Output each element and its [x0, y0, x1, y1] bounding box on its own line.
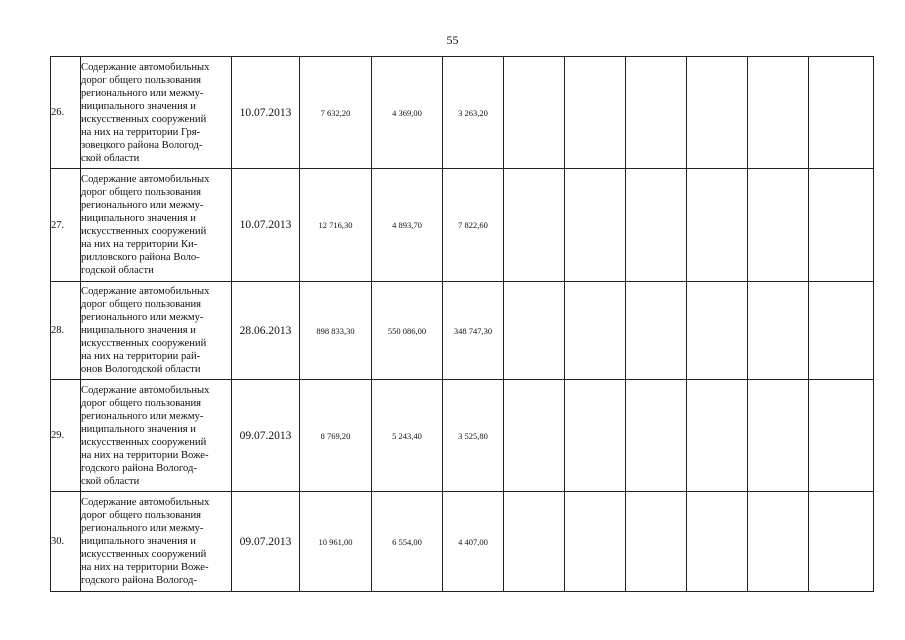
- row-total: 10 961,00: [300, 492, 372, 592]
- row-part2: 4 407,00: [443, 492, 504, 592]
- empty-cell: [748, 169, 809, 282]
- empty-cell: [504, 282, 565, 380]
- empty-cell: [748, 57, 809, 169]
- row-total: 898 833,30: [300, 282, 372, 380]
- empty-cell: [565, 380, 626, 492]
- empty-cell: [687, 380, 748, 492]
- row-date: 09.07.2013: [232, 492, 300, 592]
- row-number: 29.: [51, 380, 81, 492]
- empty-cell: [504, 57, 565, 169]
- row-number: 30.: [51, 492, 81, 592]
- page-number: 55: [446, 33, 459, 47]
- row-part2: 3 263,20: [443, 57, 504, 169]
- empty-cell: [687, 492, 748, 592]
- empty-cell: [565, 492, 626, 592]
- table-row: [51, 282, 874, 380]
- table-row: [51, 380, 874, 492]
- empty-cell: [504, 169, 565, 282]
- empty-cell: [504, 380, 565, 492]
- empty-cell: [565, 282, 626, 380]
- empty-cell: [809, 380, 874, 492]
- table-row: [51, 492, 874, 592]
- row-part2: 348 747,30: [443, 282, 504, 380]
- empty-cell: [748, 380, 809, 492]
- empty-cell: [687, 57, 748, 169]
- row-number: 28.: [51, 282, 81, 380]
- empty-cell: [687, 282, 748, 380]
- empty-cell: [626, 282, 687, 380]
- row-number: 27.: [51, 169, 81, 282]
- row-description: Содержание автомобильных дорог общего пользования регионального или межму- ниципального значения и искусственных сооружений на них на территории Воже- годского района Вологод- ской области: [81, 380, 232, 492]
- row-date: 10.07.2013: [232, 57, 300, 169]
- empty-cell: [565, 169, 626, 282]
- empty-cell: [809, 492, 874, 592]
- row-description: Содержание автомобильных дорог общего пользования регионального или межму- ниципального значения и искусственных сооружений на них на территории Гря- зовецкого района Вологод- ской области: [81, 57, 232, 169]
- row-number: 26.: [51, 57, 81, 169]
- empty-cell: [626, 380, 687, 492]
- empty-cell: [504, 492, 565, 592]
- empty-cell: [748, 282, 809, 380]
- empty-cell: [626, 169, 687, 282]
- empty-cell: [809, 282, 874, 380]
- empty-cell: [809, 169, 874, 282]
- row-part2: 3 525,80: [443, 380, 504, 492]
- row-description: Содержание автомобильных дорог общего пользования регионального или межму- ниципального значения и искусственных сооружений на них на территории Ки- рилловского района Воло- годской области: [81, 169, 232, 282]
- empty-cell: [809, 57, 874, 169]
- row-total: 7 632,20: [300, 57, 372, 169]
- row-part2: 7 822,60: [443, 169, 504, 282]
- empty-cell: [687, 169, 748, 282]
- row-part1: 5 243,40: [372, 380, 443, 492]
- row-total: 8 769,20: [300, 380, 372, 492]
- empty-cell: [626, 492, 687, 592]
- table-row: [51, 57, 874, 169]
- row-description: Содержание автомобильных дорог общего пользования регионального или межму- ниципального значения и искусственных сооружений на них на территории Воже- годского района Вологод-: [81, 492, 232, 592]
- empty-cell: [565, 57, 626, 169]
- row-part1: 4 893,70: [372, 169, 443, 282]
- row-total: 12 716,30: [300, 169, 372, 282]
- empty-cell: [748, 492, 809, 592]
- data-table: [50, 56, 874, 592]
- row-part1: 550 086,00: [372, 282, 443, 380]
- row-date: 09.07.2013: [232, 380, 300, 492]
- row-date: 10.07.2013: [232, 169, 300, 282]
- table-row: [51, 169, 874, 282]
- row-date: 28.06.2013: [232, 282, 300, 380]
- empty-cell: [626, 57, 687, 169]
- row-part1: 4 369,00: [372, 57, 443, 169]
- row-description: Содержание автомобильных дорог общего пользования регионального или межму- ниципального значения и искусственных сооружений на них на территории рай- онов Вологодской области: [81, 282, 232, 380]
- row-part1: 6 554,00: [372, 492, 443, 592]
